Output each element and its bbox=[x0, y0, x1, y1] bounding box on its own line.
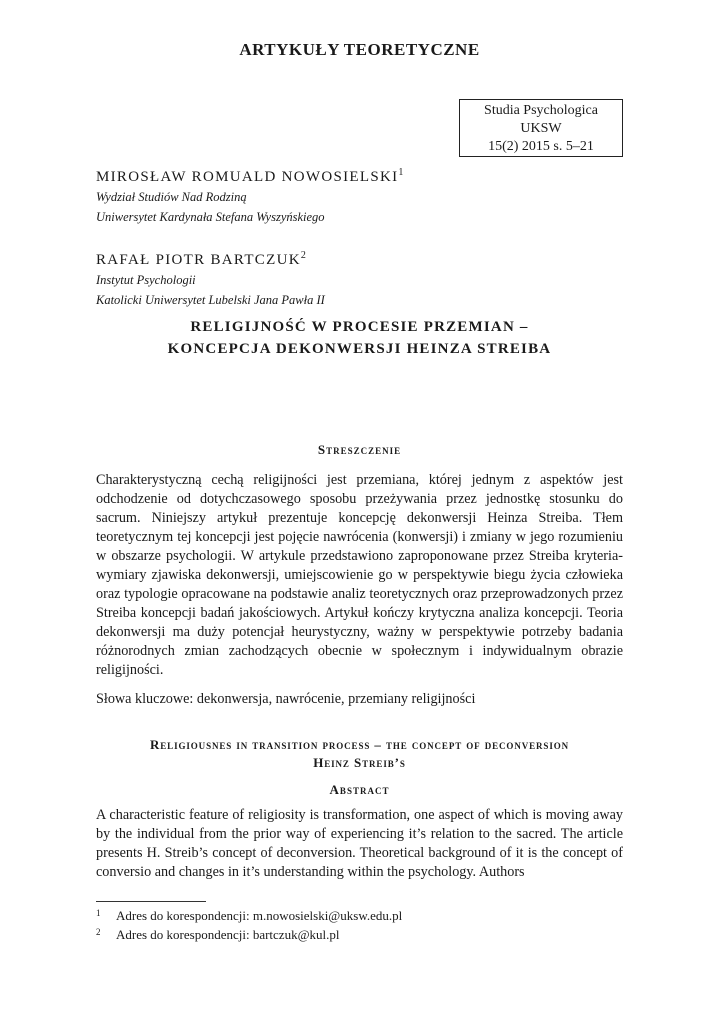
journal-volume: 15(2) 2015 s. 5–21 bbox=[488, 139, 594, 154]
section-heading: ARTYKUŁY TEORETYCZNE bbox=[239, 40, 480, 59]
abstract-body: A characteristic feature of religiosity is transformation, one aspect of which is moving away by the individual from the prior way of experiencing it’s relation to the sacred. The article presents H. Streib’s concept of deconversion. Theoretical background of it is the concept of conversio and changes in it’s understanding within the psychology. Authors bbox=[96, 807, 623, 880]
english-title-line: Religiousnes in transition process – the concept of deconversion bbox=[149, 737, 570, 752]
journal-info-box bbox=[459, 99, 623, 157]
journal-publisher: UKSW bbox=[520, 121, 562, 136]
footnote bbox=[96, 925, 402, 944]
keywords: Słowa kluczowe: dekonwersja, nawrócenie, przemiany religijności bbox=[96, 691, 476, 707]
footnotes bbox=[96, 906, 402, 944]
author-affiliation: Uniwersytet Kardynała Stefana Wyszyńskiego bbox=[96, 210, 325, 224]
article-title bbox=[0, 316, 719, 360]
footnote-mark: 1 bbox=[398, 167, 404, 178]
journal-name: Studia Psychologica bbox=[484, 103, 598, 118]
author-block-2 bbox=[96, 246, 325, 310]
streszczenie-heading: Streszczenie bbox=[317, 442, 402, 457]
title-line: RELIGIJNOŚĆ W PROCESIE PRZEMIAN – bbox=[190, 319, 529, 335]
title-line: KONCEPCJA DEKONWERSJI HEINZA STREIBA bbox=[167, 341, 552, 357]
author-affiliation: Katolicki Uniwersytet Lubelski Jana Pawła II bbox=[96, 293, 325, 307]
streszczenie-body: Charakterystyczną cechą religijności jest przemiana, której jednym z aspektów jest odchodzenie od dotychczasowego sposobu przeżywania przez jednostkę stosunku do sacrum. Niniejszy artykuł prezentuje koncepcję dekonwersji Heinza Streiba. Tłem teoretycznym tej koncepcji jest pojęcie nawrócenia (konwersji) i zmiany w jego rozumieniu w obszarze psychologii. W artykule przedstawiono zaproponowane przez Streiba kryteria-wymiary zjawiska dekonwersji, umiejscowienie go w perspektywie biegu życia człowieka oraz typologie opracowane na podstawie analiz teoretycznych oraz przeprowadzonych przez Streiba koncepcji badań jakościowych. Artykuł kończy krytyczna analiza koncepcji. Teoria dekonwersji ma duży potencjał heurystyczny, ważny w perspektywie potrzeby badania różnorodnych zmian zachodzących obecnie w społecznym i indywidualnym obrazie religijności. bbox=[96, 472, 623, 678]
footnote-number: 2 bbox=[96, 927, 101, 937]
footnote-mark: 2 bbox=[300, 250, 306, 261]
footnote-text: Adres do korespondencji: m.nowosielski@uksw.edu.pl bbox=[116, 908, 403, 923]
footnote bbox=[96, 906, 402, 925]
author-block-1 bbox=[96, 163, 403, 227]
english-title bbox=[0, 736, 719, 772]
footnote-number: 1 bbox=[96, 908, 101, 918]
author-affiliation: Wydział Studiów Nad Rodziną bbox=[96, 190, 247, 204]
footnote-text: Adres do korespondencji: bartczuk@kul.pl bbox=[116, 927, 340, 942]
footnote-divider bbox=[96, 901, 206, 902]
author-name: MIROSŁAW ROMUALD NOWOSIELSKI$^1$ bbox=[96, 167, 404, 185]
author-name: RAFAŁ PIOTR BARTCZUK$^2$ bbox=[96, 250, 306, 268]
english-title-line: Heinz Streib’s bbox=[313, 755, 406, 770]
author-affiliation: Instytut Psychologii bbox=[96, 273, 196, 287]
abstract-heading: Abstract bbox=[329, 782, 390, 797]
